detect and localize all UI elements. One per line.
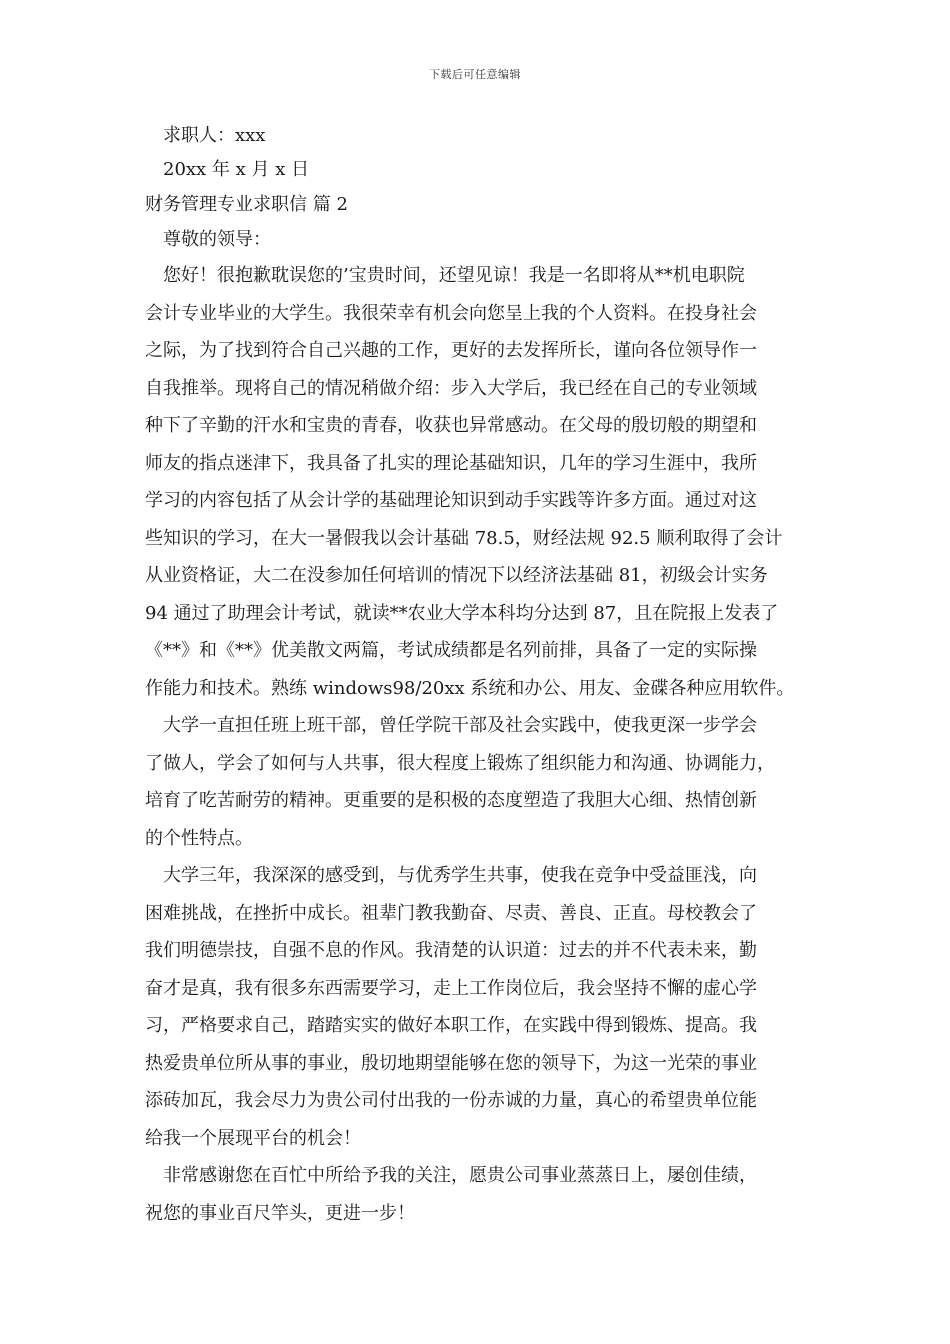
paragraph-line: 困难挑战，在挫折中成长。祖辈门教我勤奋、尽责、善良、正直。母校教会了 (145, 902, 757, 924)
paragraph-line: 热爱贵单位所从事的事业，殷切地期望能够在您的领导下，为这一光荣的事业 (145, 1052, 757, 1074)
paragraph-line: 学习的内容包括了从会计学的基础理论知识到动手实践等许多方面。通过对这 (145, 490, 757, 511)
paragraph-line: 些知识的学习，在大一暑假我以会计基础 78.5，财经法规 92.5 顺利取得了会计 (145, 527, 783, 549)
paragraph-4 (145, 1157, 813, 1232)
date-line: 20xx 年 x 月 x 日 (163, 159, 310, 180)
section-title: 财务管理专业求职信 篇 2 (145, 194, 348, 215)
paragraph-line: 您好！很抱歉耽误您的’宝贵时间，还望见谅！我是一名即将从**机电职院 (163, 265, 745, 286)
paragraph-line: 作能力和技术。熟练 windows98/20xx 系统和办公、用友、金碟各种应用软件。 (145, 677, 795, 699)
paragraph-line: 从业资格证，大二在没参加任何培训的情况下以经济法基础 81，初级会计实务 (145, 565, 768, 586)
document-body (145, 119, 813, 1232)
paragraph-line: 非常感谢您在百忙中所给予我的关注，愿贵公司事业蒸蒸日上，屡创佳绩， (163, 1165, 757, 1186)
paragraph-line: 之际，为了找到符合自己兴趣的工作，更好的去发挥所长，谨向各位领导作一 (145, 340, 757, 361)
paragraph-2 (145, 707, 813, 857)
paragraph-line: 我们明德崇技，自强不息的作风。我清楚的认识道：过去的并不代表未来，勤 (145, 940, 757, 961)
paragraph-line: 了做人，学会了如何与人共事，很大程度上锻炼了组织能力和沟通、协调能力， (145, 752, 775, 774)
paragraph-line: 师友的指点迷津下，我具备了扎实的理论基础知识，几年的学习生涯中，我所 (145, 452, 757, 474)
paragraph-1 (145, 257, 813, 707)
paragraph-line: 奋才是真，我有很多东西需要学习，走上工作岗位后，我会坚持不懈的虚心学 (145, 977, 757, 999)
paragraph-line: 添砖加瓦，我会尽力为贵公司付出我的一份赤诚的力量，真心的希望贵单位能 (145, 1090, 757, 1111)
paragraph-line: 大学三年，我深深的感受到，与优秀学生共事，使我在竞争中受益匪浅，向 (163, 865, 757, 886)
paragraph-line: 《**》和《**》优美散文两篇，考试成绩都是名列前排，具备了一定的实际操 (145, 640, 757, 661)
paragraph-line: 大学一直担任班上班干部，曾任学院干部及社会实践中，使我更深一步学会 (163, 715, 757, 736)
paragraph-line: 自我推举。现将自己的情况稍做介绍：步入大学后，我已经在自己的专业领域 (145, 377, 757, 399)
paragraph-line: 会计专业毕业的大学生。我很荣幸有机会向您呈上我的个人资料。在投身社会 (145, 302, 757, 324)
salutation: 尊敬的领导： (163, 229, 271, 250)
paragraph-line: 给我一个展现平台的机会！ (145, 1127, 361, 1149)
paragraph-line: 祝您的事业百尺竿头，更进一步！ (145, 1202, 415, 1224)
page-header: 下载后可任意编辑 (429, 68, 521, 81)
paragraph-line: 94 通过了助理会计考试，就读**农业大学本科均分达到 87，且在院报上发表了 (145, 602, 779, 624)
paragraph-line: 培育了吃苦耐劳的精神。更重要的是积极的态度塑造了我胆大心细、热情创新 (145, 790, 757, 811)
paragraph-3 (145, 857, 813, 1157)
paragraph-line: 习，严格要求自己，踏踏实实的做好本职工作，在实践中得到锻炼、提高。我 (145, 1015, 757, 1036)
signature-line: 求职人：xxx (163, 125, 266, 146)
paragraph-line: 种下了辛勤的汗水和宝贵的青春，收获也异常感动。在父母的殷切般的期望和 (145, 415, 757, 436)
paragraph-line: 的个性特点。 (145, 827, 253, 849)
